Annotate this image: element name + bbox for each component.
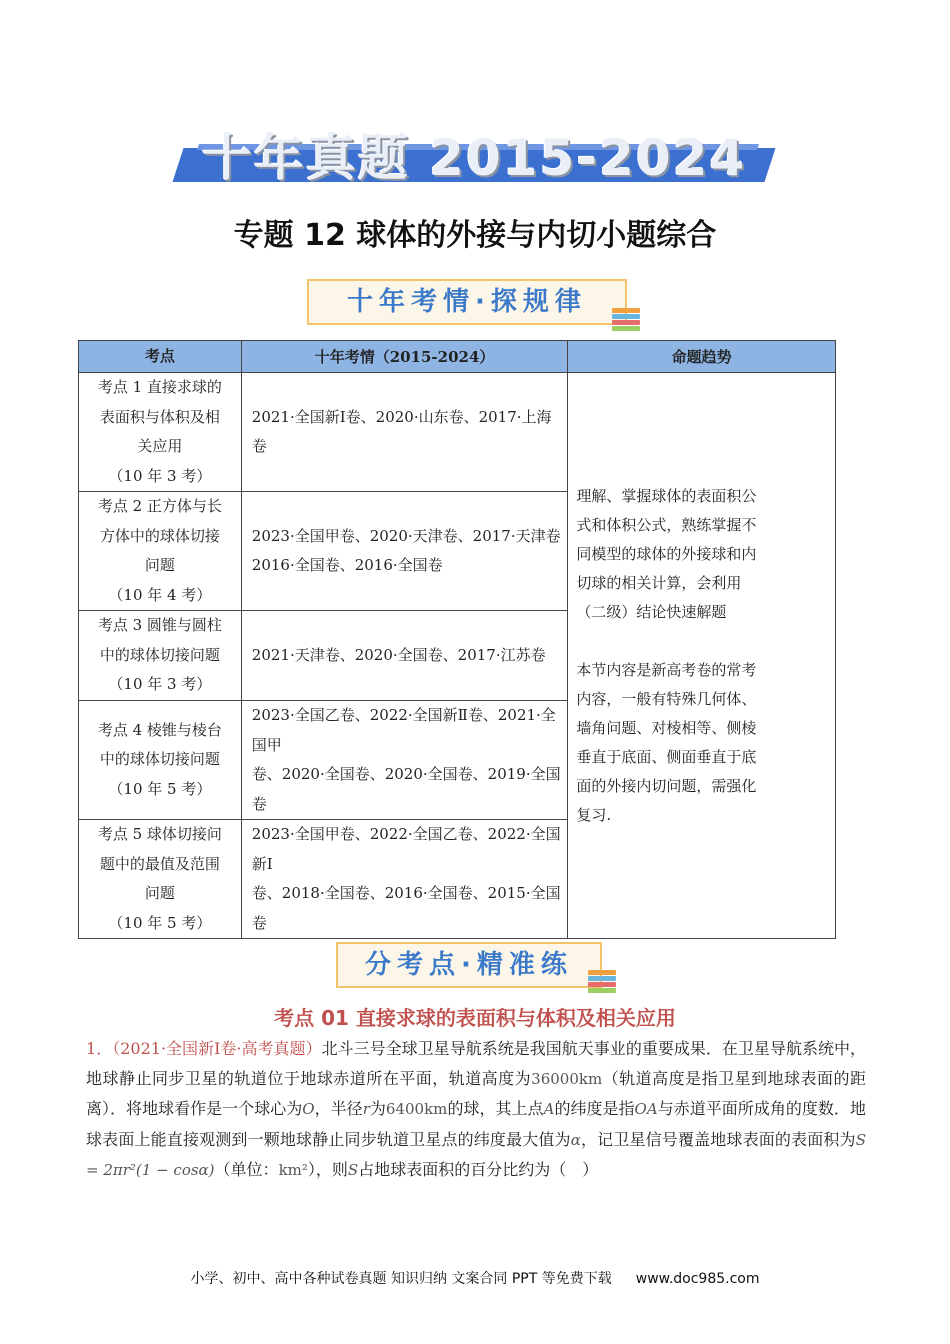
table-row (79, 373, 836, 492)
footer-site-link[interactable]: www.doc985.com (635, 1271, 760, 1287)
math-symbol: OA (634, 1100, 658, 1118)
question-number: 1． (86, 1039, 113, 1058)
exam-point-line: 考点 3 圆锥与圆柱 (97, 616, 222, 635)
exam-point-line: 问题 (144, 884, 175, 902)
books-icon (588, 970, 618, 992)
title-banner (178, 118, 770, 187)
math-symbol: A (543, 1100, 555, 1118)
exam-point-line: 表面积与体积及相 (99, 407, 220, 426)
banner-text: 十年真题 2015-2024 (201, 129, 747, 187)
exam-point-line: 考点 5 球体切接问 (97, 825, 222, 843)
section-label-practice: 分考点·精准练 (336, 942, 602, 988)
question-text: 为 (369, 1099, 386, 1118)
exam-history-line: 2023·全国乙卷、2022·全国新Ⅱ卷、2021·全国甲 (251, 706, 556, 754)
exam-history-line: 2021·天津卷、2020·全国卷、2017·江苏卷 (251, 645, 546, 664)
exam-point-cell (79, 492, 242, 611)
exam-history-line: 2016·全国卷、2016·全国卷 (251, 556, 443, 574)
trend-line: 式和体积公式，熟练掌握不 (576, 515, 757, 534)
exam-point-line: （10 年 5 考） (108, 913, 212, 932)
math-unit: km² (278, 1161, 308, 1179)
exam-history-line: 卷、2018·全国卷、2016·全国卷、2015·全国卷 (251, 884, 561, 932)
question-source: （2021·全国新Ⅰ卷·高考真题） (112, 1039, 322, 1058)
exam-history-cell (241, 701, 568, 820)
exam-history-cell (241, 373, 568, 492)
trend-line: 同模型的球体的外接球和内 (576, 544, 757, 563)
trend-line: 墙角问题、对棱相等、侧棱 (576, 718, 757, 737)
page-footer (0, 1268, 950, 1288)
trend-line: 理解、掌握球体的表面积公 (576, 486, 757, 505)
footer-text: 小学、初中、高中各种试卷真题 知识归纳 文案合同 PPT 等免费下载 (190, 1271, 612, 1287)
math-symbol: O (302, 1100, 315, 1118)
math-formula: S = 2πr²(1 − cosα) (86, 1130, 866, 1179)
question-text: （轨道高度是指卫星到地球表面的距离）．将地球看作是一个球心为 (86, 1068, 866, 1118)
exam-point-line: （10 年 3 考） (108, 466, 212, 485)
question-text: 与赤道平面所成角的度数．地球表面上能直接观测到一颗地球静止同步轨道卫星点的纬度最大值为 (86, 1099, 866, 1149)
exam-point-line: （10 年 3 考） (108, 675, 212, 694)
exam-history-line: 2023·全国甲卷、2020·天津卷、2017·天津卷 (251, 526, 561, 545)
trend-line: 切球的相关计算，会利用 (576, 573, 742, 592)
trend-line: 内容，一般有特殊几何体、 (576, 689, 757, 708)
books-icon (612, 308, 642, 330)
math-symbol: S (347, 1161, 359, 1179)
trend-line: 本节内容是新高考卷的常考 (576, 660, 757, 679)
exam-point-line: 中的球体切接问题 (99, 750, 220, 769)
question-text: ，半径 (314, 1099, 363, 1118)
exam-point-cell (79, 611, 242, 701)
table-header-cell: 十年考情（2015-2024） (241, 341, 568, 373)
exam-point-line: 考点 2 正方体与长 (97, 497, 222, 515)
question-text: 北斗三号全球卫星导航系统是我国航天事业的重要成果．在卫星导航系统中，地球静止同步卫星的轨道位于地球赤道所在平面，轨道高度为 (86, 1039, 866, 1088)
question-1 (86, 1034, 866, 1186)
math-value: 36000km (531, 1069, 603, 1088)
exam-point-line: 考点 4 棱锥与棱台 (97, 720, 222, 739)
table-header-cell: 命题趋势 (568, 341, 836, 373)
trend-line: （二级）结论快速解题 (576, 602, 727, 621)
question-text: ），则 (307, 1160, 348, 1179)
exam-point-line: （10 年 4 考） (108, 585, 212, 604)
math-value: 6400km (385, 1100, 448, 1118)
exam-history-cell (241, 820, 568, 939)
trend-line (576, 627, 829, 656)
trend-cell (568, 373, 836, 939)
exam-history-line: 2023·全国甲卷、2022·全国乙卷、2022·全国新Ⅰ (251, 825, 561, 873)
kaodian-title: 考点 01 直接求球的表面积与体积及相关应用 (274, 1006, 676, 1030)
question-text: 占地球表面积的百分比约为（ ） (358, 1160, 599, 1179)
trend-line: 垂直于底面、侧面垂直于底 (576, 747, 757, 766)
question-text: 的球，其上点 (447, 1099, 544, 1118)
exam-point-line: 题中的最值及范围 (99, 854, 220, 873)
question-text: 的纬度是指 (554, 1099, 635, 1118)
table-header-cell: 考点 (79, 341, 242, 373)
exam-point-cell (79, 701, 242, 820)
trend-line: 面的外接内切问题，需强化 (576, 776, 757, 795)
exam-analysis-table (78, 340, 836, 939)
exam-history-line: 卷、2020·全国卷、2020·全国卷、2019·全国卷 (251, 765, 561, 813)
exam-point-line: （10 年 5 考） (108, 779, 212, 798)
exam-point-line: 问题 (144, 556, 175, 574)
question-text: ，记卫星信号覆盖地球表面的表面积为 (580, 1129, 856, 1149)
question-text: （单位： (214, 1160, 279, 1179)
table-header-row (79, 341, 836, 373)
exam-history-cell (241, 492, 568, 611)
exam-history-cell (241, 611, 568, 701)
math-symbol: α (570, 1130, 581, 1149)
section-label-trends: 十年考情·探规律 (307, 279, 627, 325)
document-title: 专题 12 球体的外接与内切小题综合 (233, 218, 717, 253)
exam-point-line: 方体中的球体切接 (99, 526, 220, 545)
trend-line: 复习. (576, 805, 612, 824)
exam-point-line: 考点 1 直接求球的 (97, 378, 222, 396)
exam-point-cell (79, 820, 242, 939)
exam-point-cell (79, 373, 242, 492)
exam-point-line: 关应用 (137, 437, 183, 455)
exam-point-line: 中的球体切接问题 (99, 645, 220, 664)
exam-history-line: 2021·全国新Ⅰ卷、2020·山东卷、2017·上海卷 (251, 407, 552, 455)
math-symbol: r (362, 1100, 370, 1118)
